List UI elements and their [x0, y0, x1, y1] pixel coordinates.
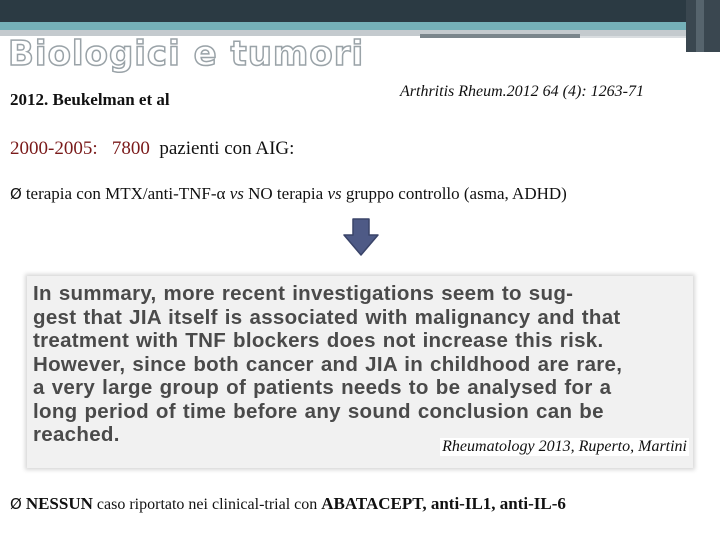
patients-count: 7800	[111, 138, 150, 159]
therapy-text-1: terapia con MTX/anti-TNF-α	[25, 184, 230, 203]
header-divider-line	[420, 34, 580, 38]
nessun-bullet	[10, 494, 566, 514]
quote-excerpt	[27, 276, 693, 468]
nessun-text: caso riportato nei clinical-trial con	[92, 496, 322, 513]
quote-text	[33, 282, 693, 447]
quote-source: Rheumatology 2013, Ruperto, Martini	[442, 438, 687, 455]
patients-description: pazienti con AIG:	[159, 138, 295, 159]
nessun-drugs: ABATACEPT, anti-IL1, anti-IL-6	[321, 494, 566, 513]
patients-period: 2000-2005:	[10, 138, 98, 159]
quote-line: However, since both cancer and JIA in childhood are rare,	[33, 352, 623, 376]
header-band	[0, 0, 720, 22]
journal-citation: Arthritis Rheum.2012 64 (4): 1263-71	[400, 83, 644, 100]
quote-line: a very large group of patients needs to be analysed for a	[33, 376, 612, 399]
nessun-keyword: NESSUN	[25, 494, 93, 513]
slide-title: Biologici e tumori	[8, 34, 365, 74]
patients-line	[10, 138, 294, 160]
quote-line: gest that JIA itself is associated with malignancy and that	[33, 305, 621, 329]
therapy-text-3: gruppo controllo (asma, ADHD)	[341, 184, 567, 203]
therapy-vs-2: vs	[327, 184, 342, 203]
quote-line: reached.	[33, 423, 120, 446]
therapy-text-2: NO terapia	[243, 184, 328, 203]
header-corner-stripe	[696, 0, 704, 52]
therapy-vs-1: vs	[229, 184, 244, 203]
header-accent-band	[0, 22, 686, 30]
arrow-bullet-icon: Ø	[10, 185, 22, 203]
study-citation: 2012. Beukelman et al	[10, 90, 170, 109]
down-arrow-icon	[343, 218, 379, 256]
quote-line: treatment with TNF blockers does not increase this risk.	[33, 329, 604, 352]
quote-line: long period of time before any sound conclusion can be	[33, 399, 604, 423]
header-light-line	[580, 36, 686, 38]
arrow-bullet-icon: Ø	[10, 495, 22, 513]
therapy-bullet	[10, 184, 567, 204]
quote-line: In summary, more recent investigations seem to sug-	[33, 282, 574, 305]
